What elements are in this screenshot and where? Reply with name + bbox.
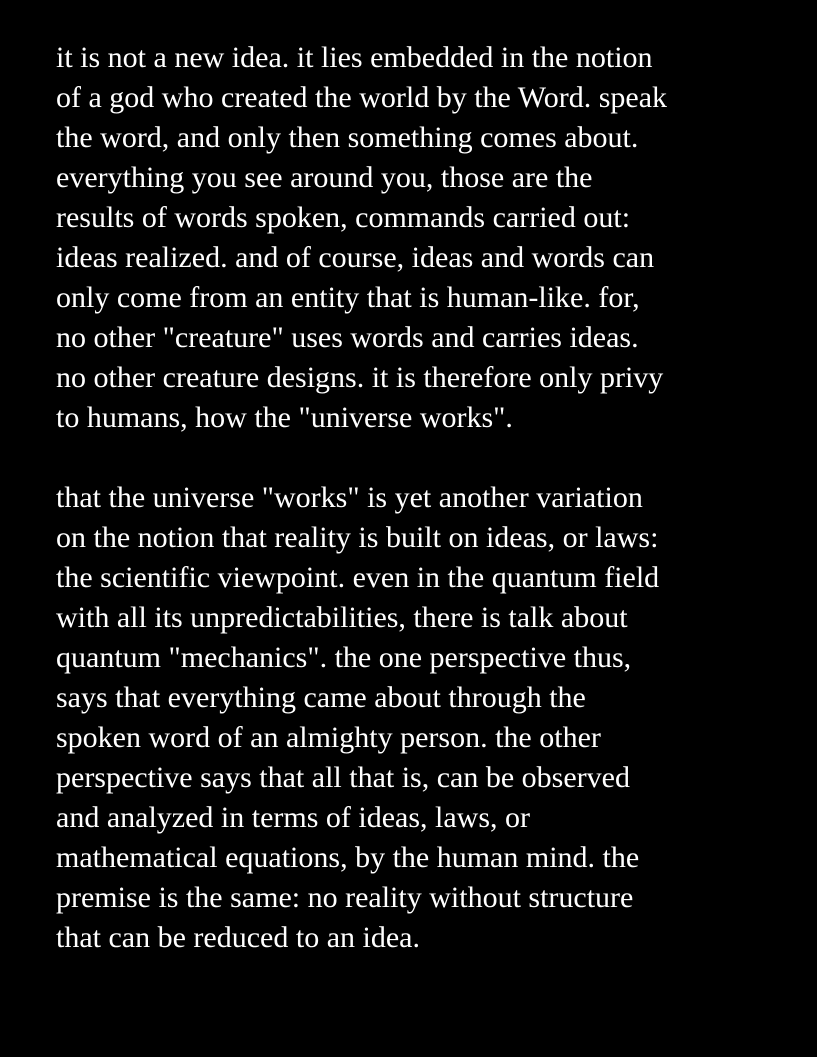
text-line: with all its unpredictabilities, there is talk about [56, 601, 628, 634]
text-line: it is not a new idea. it lies embedded in the notion [56, 41, 653, 74]
text-line: no other creature designs. it is therefore only privy [56, 361, 664, 394]
text-line: that the universe "works" is yet another variation [56, 481, 643, 514]
text-line: to humans, how the "universe works". [56, 401, 513, 434]
text-line: that can be reduced to an idea. [56, 921, 420, 954]
paragraph-2 [56, 478, 796, 958]
text-line: premise is the same: no reality without structure [56, 881, 634, 914]
paragraph-1 [56, 38, 796, 438]
text-line: the word, and only then something comes about. [56, 121, 639, 154]
text-line: ideas realized. and of course, ideas and words can [56, 241, 655, 274]
text-line: only come from an entity that is human-like. for, [56, 281, 640, 314]
text-line: and analyzed in terms of ideas, laws, or [56, 801, 531, 834]
paragraph-gap [56, 438, 796, 478]
text-line: perspective says that all that is, can be observed [56, 761, 630, 794]
text-line: says that everything came about through the [56, 681, 586, 714]
text-line: on the notion that reality is built on ideas, or laws: [56, 521, 659, 554]
text-line: mathematical equations, by the human mind. the [56, 841, 640, 874]
text-line: quantum "mechanics". the one perspective thus, [56, 641, 632, 674]
text-line: the scientific viewpoint. even in the quantum field [56, 561, 660, 594]
text-line: everything you see around you, those are the [56, 161, 593, 194]
text-line: of a god who created the world by the Word. speak [56, 81, 668, 114]
text-line: no other "creature" uses words and carries ideas. [56, 321, 639, 354]
text-line: results of words spoken, commands carried out: [56, 201, 631, 234]
text-line: spoken word of an almighty person. the other [56, 721, 601, 754]
document-text [56, 38, 796, 958]
